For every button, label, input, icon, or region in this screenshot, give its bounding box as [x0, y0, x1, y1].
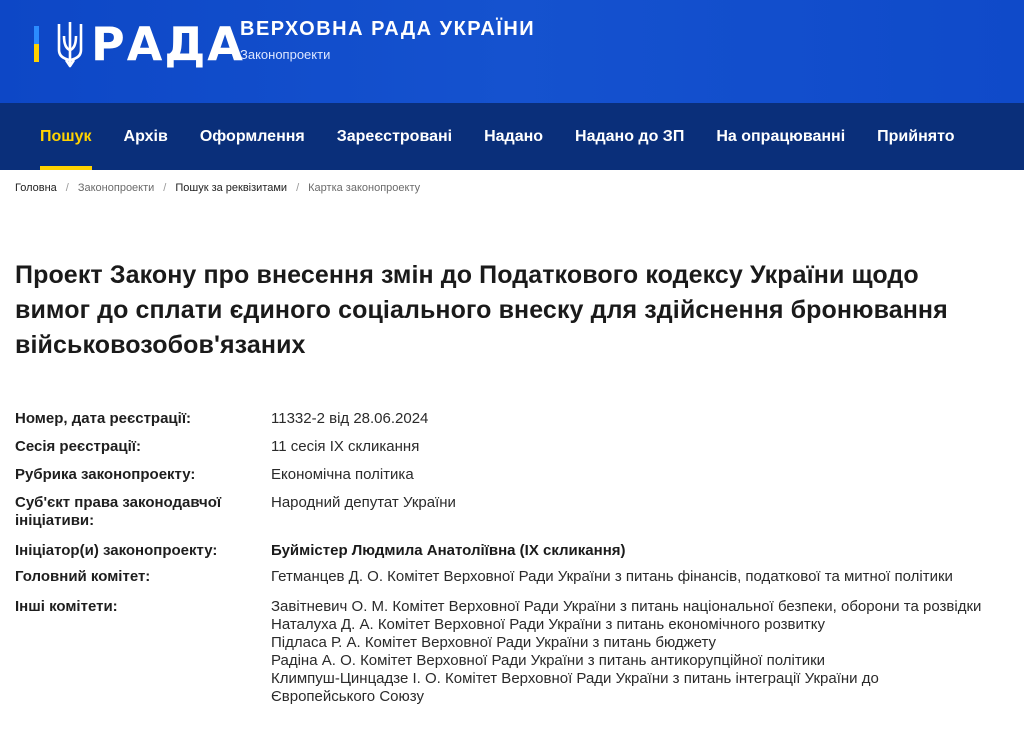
- nav-item-adopted[interactable]: Прийнято: [877, 127, 955, 145]
- main-nav: [0, 103, 1024, 170]
- nav-item-processing[interactable]: На опрацюванні: [716, 127, 846, 145]
- detail-row-rubric: [15, 466, 1024, 484]
- initiator-link[interactable]: Буймістер Людмила Анатоліївна (IX скликання): [271, 542, 626, 559]
- rada-logo[interactable]: [34, 16, 245, 72]
- detail-row-initiator: [15, 542, 1024, 560]
- breadcrumb-search[interactable]: Пошук за реквізитами: [175, 182, 288, 194]
- breadcrumb-separator: /: [65, 182, 69, 194]
- logo-wordmark: РАДА: [91, 17, 245, 71]
- breadcrumb-current: Картка законопроекту: [308, 182, 421, 194]
- committee-item: Наталуха Д. А. Комітет Верховної Ради України з питань економічного розвитку: [271, 616, 825, 633]
- flag-stripe-icon: [34, 26, 39, 62]
- detail-label: Суб'єкт права законодавчої ініціативи:: [15, 494, 222, 529]
- committee-item: Радіна А. О. Комітет Верховної Ради України з питань антикорупційної політики: [271, 652, 826, 669]
- other-committees-list: [271, 598, 1024, 706]
- nav-item-provided[interactable]: Надано: [484, 127, 544, 145]
- breadcrumb: [0, 170, 1024, 206]
- detail-row-registration: [15, 410, 1024, 428]
- detail-label: Сесія реєстрації:: [15, 438, 141, 455]
- committee-item: Климпуш-Цинцадзе І. О. Комітет Верховної Ради України з питань інтеграції України до Європейського Союзу: [271, 670, 879, 705]
- detail-row-subject: [15, 494, 1024, 530]
- breadcrumb-bills[interactable]: Законопроекти: [77, 182, 155, 194]
- detail-label: Рубрика законопроекту:: [15, 466, 196, 483]
- nav-item-registered[interactable]: Зареєстровані: [336, 127, 453, 145]
- committee-item: Підласа Р. А. Комітет Верховної Ради України з питань бюджету: [271, 634, 717, 651]
- committee-item: Завітневич О. М. Комітет Верховної Ради України з питань національної безпеки, оборони та розвідки: [271, 598, 982, 615]
- nav-item-provided-to-zp[interactable]: Надано до ЗП: [575, 127, 685, 145]
- nav-item-archive[interactable]: Архів: [123, 127, 168, 145]
- detail-row-session: [15, 438, 1024, 456]
- breadcrumb-separator: /: [163, 182, 167, 194]
- detail-value: 11332-2 від 28.06.2024: [271, 410, 429, 427]
- page-title: Проект Закону про внесення змін до Податкового кодексу України щодо вимог до сплати єдиного соціального внеску для здійснення бронювання військовозобов'язаних: [15, 261, 948, 359]
- detail-row-main-committee: [15, 568, 1024, 586]
- bill-details: [0, 410, 1024, 706]
- detail-label: Головний комітет:: [15, 568, 151, 585]
- detail-value: Народний депутат України: [271, 494, 456, 511]
- breadcrumb-home[interactable]: Головна: [15, 182, 57, 194]
- nav-item-search[interactable]: Пошук: [24, 103, 108, 170]
- detail-value: 11 сесія IX скликання: [271, 438, 420, 455]
- site-brand: [240, 18, 535, 62]
- site-header: [0, 0, 1024, 103]
- trident-icon: [55, 20, 85, 68]
- site-title: ВЕРХОВНА РАДА УКРАЇНИ: [240, 18, 536, 40]
- detail-value: Гетманцев Д. О. Комітет Верховної Ради України з питань фінансів, податкової та митної політики: [271, 568, 953, 585]
- detail-value: Економічна політика: [271, 466, 414, 483]
- detail-label: Номер, дата реєстрації:: [15, 410, 192, 427]
- breadcrumb-separator: /: [296, 182, 300, 194]
- nav-item-formatting[interactable]: Оформлення: [199, 127, 305, 145]
- site-subtitle: Законопроекти: [240, 47, 331, 62]
- detail-label: Ініціатор(и) законопроекту:: [15, 542, 218, 559]
- detail-label: Інші комітети:: [15, 598, 118, 615]
- detail-row-other-committees: [15, 598, 1024, 706]
